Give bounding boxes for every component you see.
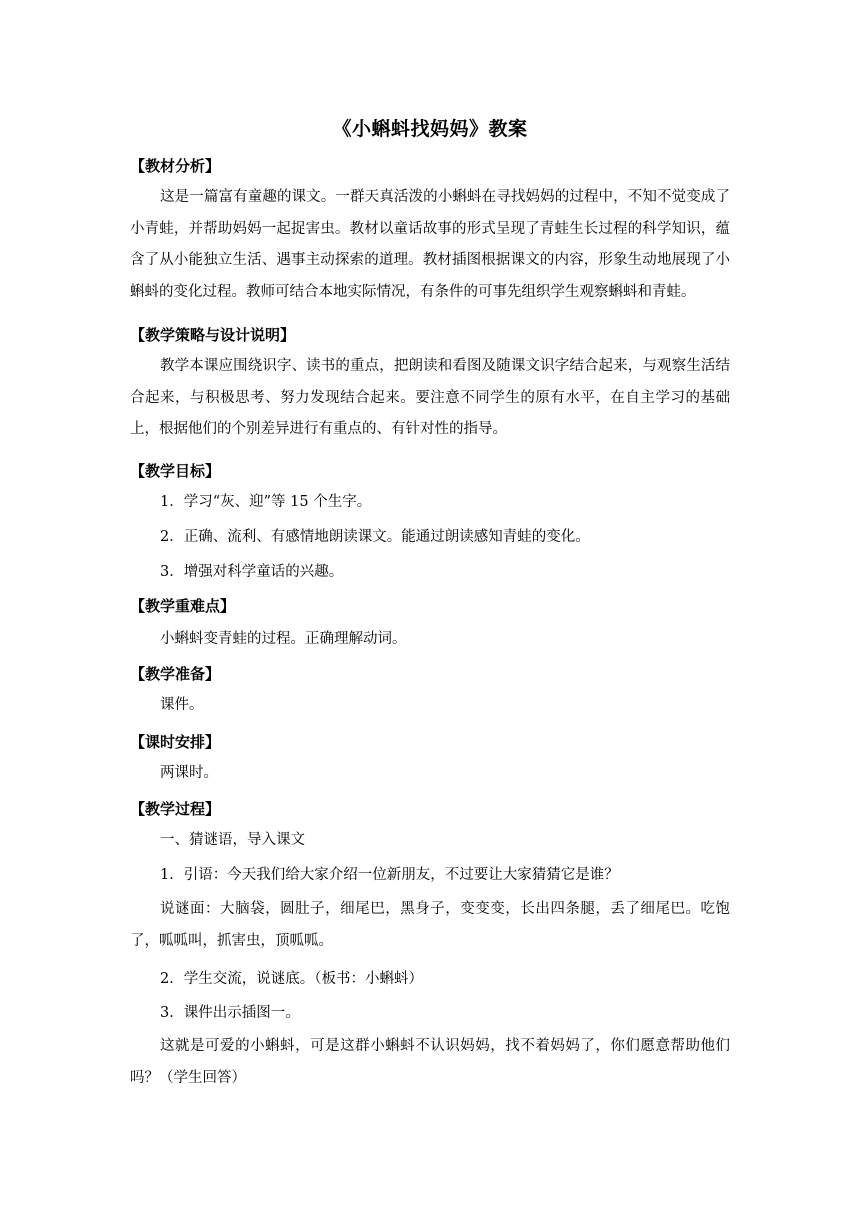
heading-textbook-analysis: 【教材分析】	[130, 157, 221, 175]
heading-objectives: 【教学目标】	[130, 462, 221, 480]
heading-preparation: 【教学准备】	[130, 665, 221, 683]
process-step-3: 3．课件出示插图一。	[160, 1005, 300, 1021]
heading-key-difficulties: 【教学重难点】	[130, 597, 236, 615]
paragraph-preparation: 课件。	[160, 697, 204, 713]
process-riddle: 说谜面：大脑袋，圆肚子，细尾巴，黑身子，变变变，长出四条腿，丢了细尾巴。吃饱了，呱呱叫，抓害虫，顶呱呱。	[130, 901, 730, 949]
process-closing: 这就是可爱的小蝌蚪，可是这群小蝌蚪不认识妈妈，找不着妈妈了，你们愿意帮助他们吗？（学生回答）	[130, 1038, 730, 1086]
document-title: 《小蝌蚪找妈妈》教案	[332, 118, 528, 140]
objective-item-1: 1．学习“灰、迎”等 15 个生字。	[160, 494, 372, 510]
process-step-1: 1．引语：今天我们给大家介绍一位新朋友，不过要让大家猜猜它是谁？	[160, 867, 619, 883]
paragraph-schedule: 两课时。	[160, 765, 218, 781]
process-step-2: 2．学生交流，说谜底。（板书：小蝌蚪）	[160, 971, 423, 987]
paragraph-textbook-analysis: 这是一篇富有童趣的课文。一群天真活泼的小蝌蚪在寻找妈妈的过程中，不知不觉变成了小青蛙，并帮助妈妈一起捉害虫。教材以童话故事的形式呈现了青蛙生长过程的科学知识，蕴含了从小能独立生活、遇事主动探索的道理。教材插图根据课文的内容，形象生动地展现了小蝌蚪的变化过程。教师可结合本地实际情况，有条件的可事先组织学生观察蝌蚪和青蛙。	[130, 189, 730, 300]
paragraph-key-difficulties: 小蝌蚪变青蛙的过程。正确理解动词。	[160, 631, 407, 647]
objective-item-2: 2．正确、流利、有感情地朗读课文。能通过朗读感知青蛙的变化。	[160, 529, 590, 545]
process-step-intro: 一、猜谜语，导入课文	[160, 832, 305, 848]
heading-schedule: 【课时安排】	[130, 733, 221, 751]
heading-process: 【教学过程】	[130, 800, 221, 818]
objective-item-3: 3．增强对科学童话的兴趣。	[160, 564, 344, 580]
paragraph-strategy: 教学本课应围绕识字、读书的重点，把朗读和看图及随课文识字结合起来，与观察生活结合起来，与积极思考、努力发现结合起来。要注意不同学生的原有水平，在自主学习的基础上，根据他们的个别差异进行有重点的、有针对性的指导。	[130, 358, 730, 437]
heading-strategy: 【教学策略与设计说明】	[130, 326, 296, 344]
